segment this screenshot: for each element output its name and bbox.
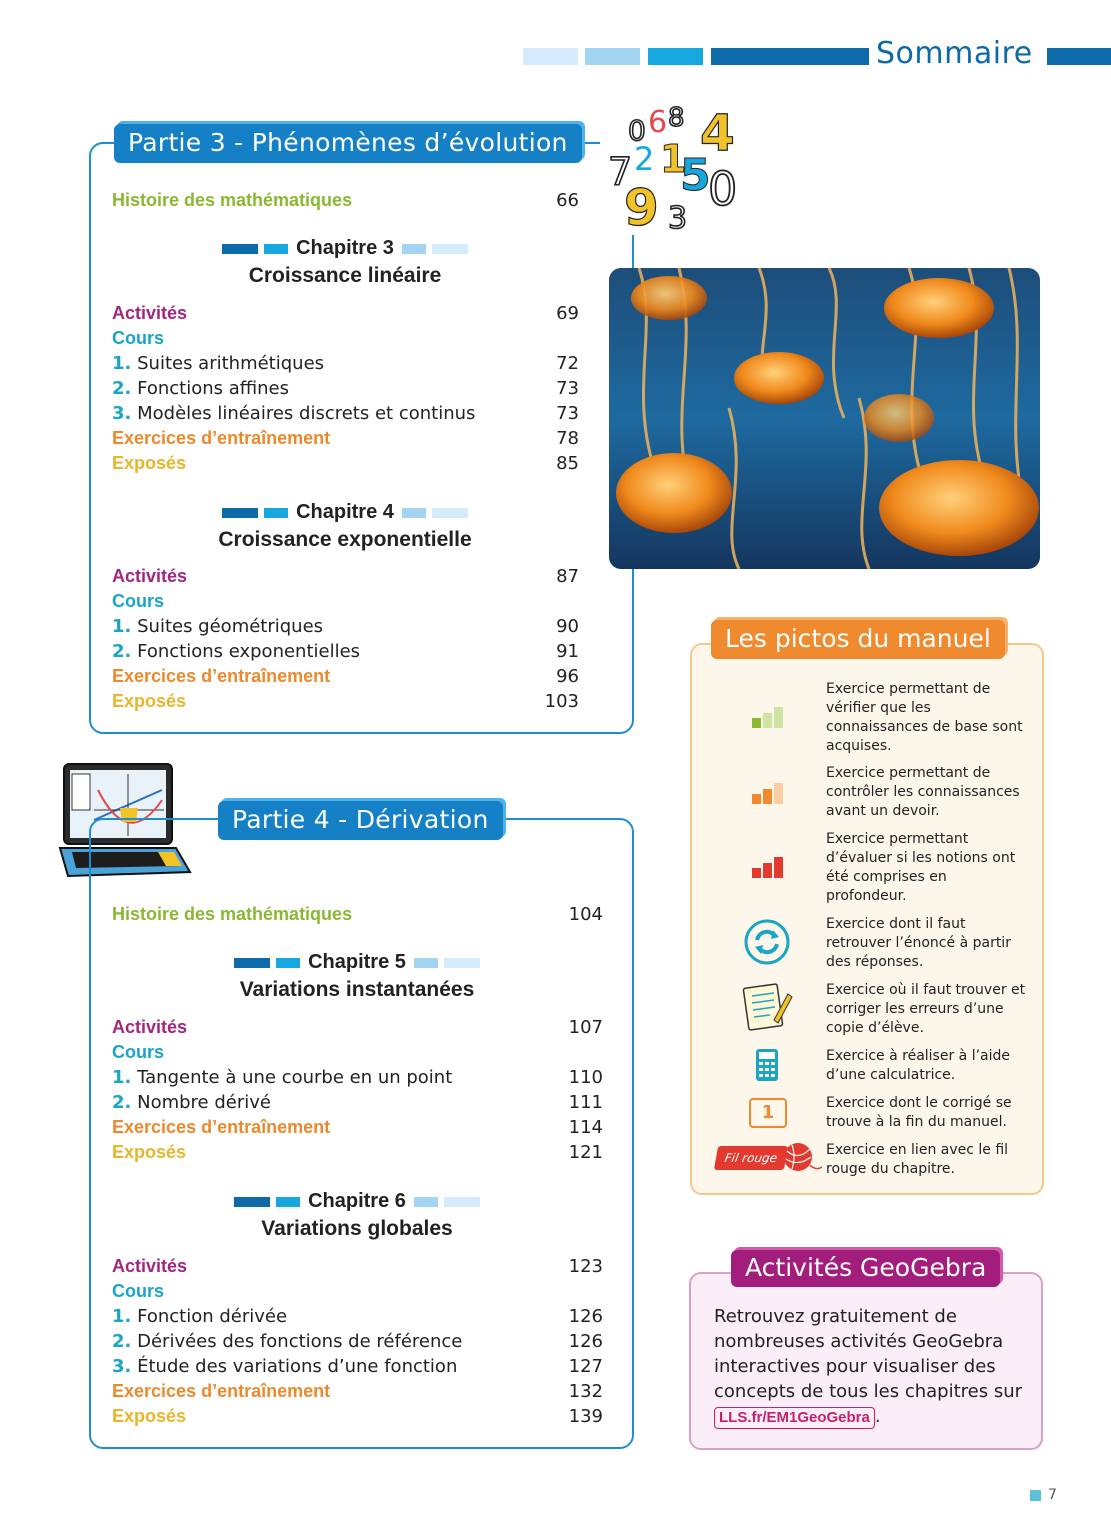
chapter-6-heading — [132, 1190, 582, 1241]
chapter-6-cours: Cours — [112, 1281, 165, 1301]
chapter-3-exposes: Exposés 85 — [112, 453, 579, 474]
svg-text:8: 8 — [668, 103, 685, 133]
chapter-4-heading — [120, 501, 570, 552]
chapter-4-item-1: 1. Suites géométriques 90 — [112, 616, 579, 637]
part-4-history: Histoire des mathématiques 104 — [112, 904, 603, 925]
header-bar-5 — [1047, 48, 1111, 65]
svg-text:1: 1 — [660, 137, 687, 181]
svg-text:6: 6 — [648, 105, 668, 140]
svg-text:3: 3 — [668, 201, 688, 235]
chapter-5-activites: Activités 107 — [112, 1017, 603, 1038]
chapter-5-exercices: Exercices d’entraînement 114 — [112, 1117, 603, 1138]
picto-text-5: Exercice où il faut trouver et corriger les erreurs d’une copie d’élève. — [826, 982, 1026, 1036]
geogebra-description: Retrouvez gratuitement de nombreuses activités GeoGebra interactives pour visualiser des concepts de tous les chapitres sur — [714, 1306, 1023, 1402]
footer-square — [1030, 1490, 1041, 1501]
chapter-3-item-1: 1. Suites arithmétiques 72 — [112, 353, 579, 374]
geogebra-text-end: . — [874, 1406, 881, 1427]
picto-text-1: Exercice permettant de vérifier que les connaissances de base sont acquises. — [826, 681, 1023, 754]
chapter-5-item-1: 1. Tangente à une courbe en un point 110 — [112, 1067, 603, 1088]
part-3-history: Histoire des mathématiques 66 — [112, 190, 579, 211]
chapter-5-heading — [132, 951, 582, 1002]
jellyfish-photo — [609, 268, 1040, 569]
corrected-number-icon — [749, 1098, 787, 1128]
footer-page-number: 7 — [1048, 1487, 1057, 1503]
svg-text:0: 0 — [628, 114, 646, 147]
page-title: Sommaire — [876, 36, 1033, 71]
part-3-title: Partie 3 - Phénomènes d’évolution — [114, 124, 582, 163]
chapter-3-title: Croissance linéaire — [248, 264, 442, 287]
header-bar-2 — [585, 48, 640, 65]
chapter-6-item-3: 3. Étude des variations d’une fonction 127 — [112, 1356, 603, 1377]
chapter-6-activites: Activités 123 — [112, 1256, 603, 1277]
chapter-4-cours: Cours — [112, 591, 165, 611]
chapter-4-exposes: Exposés 103 — [112, 691, 579, 712]
chapter-4-activites: Activités 87 — [112, 566, 579, 587]
picto-text-3: Exercice permettant d’évaluer si les notions ont été comprises en profondeur. — [826, 831, 1016, 904]
pictos-title: Les pictos du manuel — [711, 620, 1005, 659]
fil-rouge-badge: Fil rouge — [723, 1151, 779, 1165]
picto-text-8: Exercice en lien avec le fil rouge du chapitre. — [826, 1142, 1009, 1177]
fil-rouge-icon — [714, 1146, 788, 1170]
chapter-6-label: Chapitre 6 — [308, 1190, 406, 1212]
picto-text-2: Exercice permettant de contrôler les connaissances avant un devoir. — [826, 765, 1020, 819]
chapter-3-item-2: 2. Fonctions affines 73 — [112, 378, 579, 399]
level-2-bars-icon — [750, 780, 786, 806]
chapter-3-exercices: Exercices d’entraînement 78 — [112, 428, 579, 449]
level-1-bars-icon — [750, 704, 786, 730]
chapter-5-title: Variations instantanées — [239, 978, 475, 1001]
chapter-3-heading — [120, 237, 570, 288]
chapter-4-item-2: 2. Fonctions exponentielles 91 — [112, 641, 579, 662]
student-copy-icon — [740, 980, 794, 1034]
chapter-6-item-2: 2. Dérivées des fonctions de référence 126 — [112, 1331, 603, 1352]
calculator-icon — [754, 1047, 780, 1083]
chapter-5-item-2: 2. Nombre dérivé 111 — [112, 1092, 603, 1113]
numbers-illustration — [600, 100, 750, 235]
svg-text:5: 5 — [680, 150, 711, 201]
geogebra-link[interactable]: LLS.fr/EM1GeoGebra — [714, 1407, 875, 1429]
chapter-4-label: Chapitre 4 — [296, 501, 394, 523]
chapter-3-label: Chapitre 3 — [296, 237, 394, 259]
svg-text:9: 9 — [624, 179, 659, 235]
chapter-4-exercices: Exercices d’entraînement 96 — [112, 666, 579, 687]
chapter-3-item-3: 3. Modèles linéaires discrets et continus 73 — [112, 403, 579, 424]
chapter-6-exercices: Exercices d’entraînement 132 — [112, 1381, 603, 1402]
svg-text:7: 7 — [608, 150, 633, 194]
picto-text-4: Exercice dont il faut retrouver l’énoncé à partir des réponses. — [826, 916, 1011, 970]
header-bar-4 — [711, 48, 869, 65]
picto-text-7: Exercice dont le corrigé se trouve à la fin du manuel. — [826, 1095, 1012, 1130]
svg-text:2: 2 — [634, 140, 655, 178]
geogebra-title: Activités GeoGebra — [731, 1250, 1000, 1287]
reverse-arrows-icon — [743, 918, 791, 966]
svg-text:4: 4 — [700, 104, 735, 162]
chapter-3-activites: Activités 69 — [112, 303, 579, 324]
picto-text-6: Exercice à réaliser à l’aide d’une calculatrice. — [826, 1048, 1011, 1083]
chapter-4-title: Croissance exponentielle — [218, 528, 472, 551]
corrected-number-badge: 1 — [761, 1102, 775, 1123]
geogebra-text — [714, 1304, 1024, 1429]
chapter-5-label: Chapitre 5 — [308, 951, 406, 973]
chapter-6-title: Variations globales — [261, 1217, 453, 1240]
chapter-5-exposes: Exposés 121 — [112, 1142, 603, 1163]
yarn-ball-icon — [780, 1141, 822, 1175]
part-4-title: Partie 4 - Dérivation — [218, 801, 503, 840]
header-bar-3 — [648, 48, 703, 65]
chapter-6-item-1: 1. Fonction dérivée 126 — [112, 1306, 603, 1327]
header-bar-1 — [523, 48, 578, 65]
chapter-6-exposes: Exposés 139 — [112, 1406, 603, 1427]
chapter-5-cours: Cours — [112, 1042, 165, 1062]
svg-text:0: 0 — [708, 162, 738, 216]
level-3-bars-icon — [750, 854, 786, 880]
chapter-3-cours: Cours — [112, 328, 165, 348]
